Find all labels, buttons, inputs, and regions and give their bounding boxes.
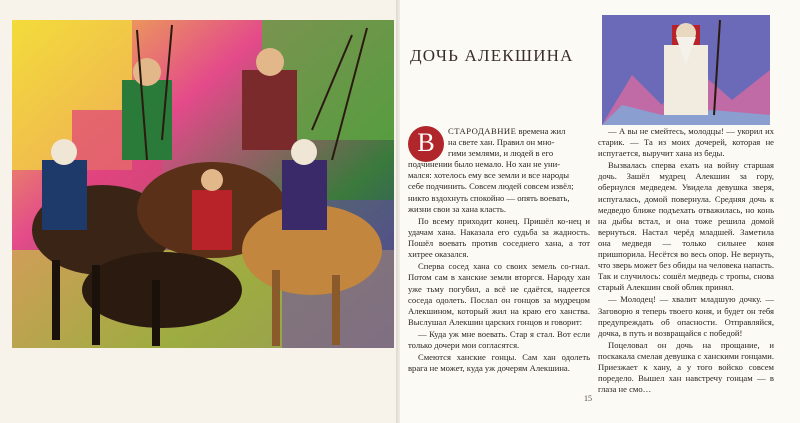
drop-cap-letter: В: [417, 128, 435, 157]
intro-line-5: себе подчинить. Совсем людей совсем извёл;: [408, 181, 574, 192]
old-man-illustration: [602, 15, 770, 125]
column-left-intro: [408, 126, 590, 215]
intro-line-1: на свете хан. Правил он мно-: [448, 137, 555, 148]
paragraph-3: — Куда уж мне воевать. Стар я стал. Вот если только дочери мои согласятся.: [408, 328, 590, 351]
left-page: [0, 0, 398, 423]
intro-line-4: мался: хотелось ему все земли и все народы: [408, 170, 570, 181]
paragraph-7: — Молодец! — хвалит младшую дочку. — Заговорю я теперь твоего коня, и будет он тебя предупреждать об опасности. Отправляйся, дочка, в путь и возвращайся с победой!: [598, 294, 774, 338]
paragraph-8: Поцеловал он дочь на прощание, и поскакала смелая девушка с ханскими гонцами. Приезжает к хану, а у того войско совсем поредело. Вышел хан навстречу гонцам — в глаза не смо…: [598, 339, 774, 395]
intro-line-3: подчинении было немало. Но хан не уни-: [408, 159, 561, 170]
column-right-body: [598, 126, 774, 396]
paragraph-2: Сперва сосед хана со своих земель со-гнал. Потом сам в ханские земли вторгся. Народу хан уже тьму погубил, а всё не сдаётся, надеется соседа одолеть. Послал он гонцов за мудрецом Алекшином, который жил на краю его ханства. Выслушал Алекшин царских гонцов и говорит:: [408, 261, 590, 327]
column-left-body: [408, 216, 590, 375]
intro-line-7: жизни свои за хана класть.: [408, 203, 506, 214]
paragraph-5: — А вы не смейтесь, молодцы! — укорил их старик. — Та из моих дочерей, которая не испугается, выручит хана из беды.: [598, 126, 774, 159]
first-word: СТАРОДАВНИЕ: [448, 126, 517, 136]
page-number: 15: [584, 394, 592, 403]
intro-line-6: никто вздохнуть спокойно — опять воевать,: [408, 192, 570, 203]
story-title: ДОЧЬ АЛЕКШИНА: [410, 46, 574, 65]
intro-line-0: [408, 126, 590, 137]
intro-line-2: гими землями, и людей в его: [448, 148, 554, 159]
paragraph-4: Смеются ханские гонцы. Сам хан одолеть врага не может, куда уж дочерям Алекшина.: [408, 352, 590, 374]
paragraph-1: По всему приходит конец. Пришёл ко-нец и удачам хана. Наказала его судьба за жадность. Пошёл воевать против соседнего хана, а тот хитрее оказался.: [408, 216, 590, 260]
intro-text-0: времена жил: [518, 126, 566, 136]
paragraph-6: Вызвалась сперва ехать на войну старшая дочь. Зашёл мудрец Алекшин за гору, обернулся медведем. Увидела девушка зверя, испугалась, домой повернула. Средняя дочь к медведю ближе подъехать отважилась, но конь на дыбы встал, и она тоже решила домой вернуться. Настал черёд младшей. Заметила она медведя — только сильнее коня пришпорила. Несётся во весь опор. Не вернуть, что зверь может без обиды на человека напасть. Так и случилось: сошёл медведь с тропы, снова старый Алекшин свой облик принял.: [598, 160, 774, 293]
riders-illustration: [12, 20, 394, 348]
